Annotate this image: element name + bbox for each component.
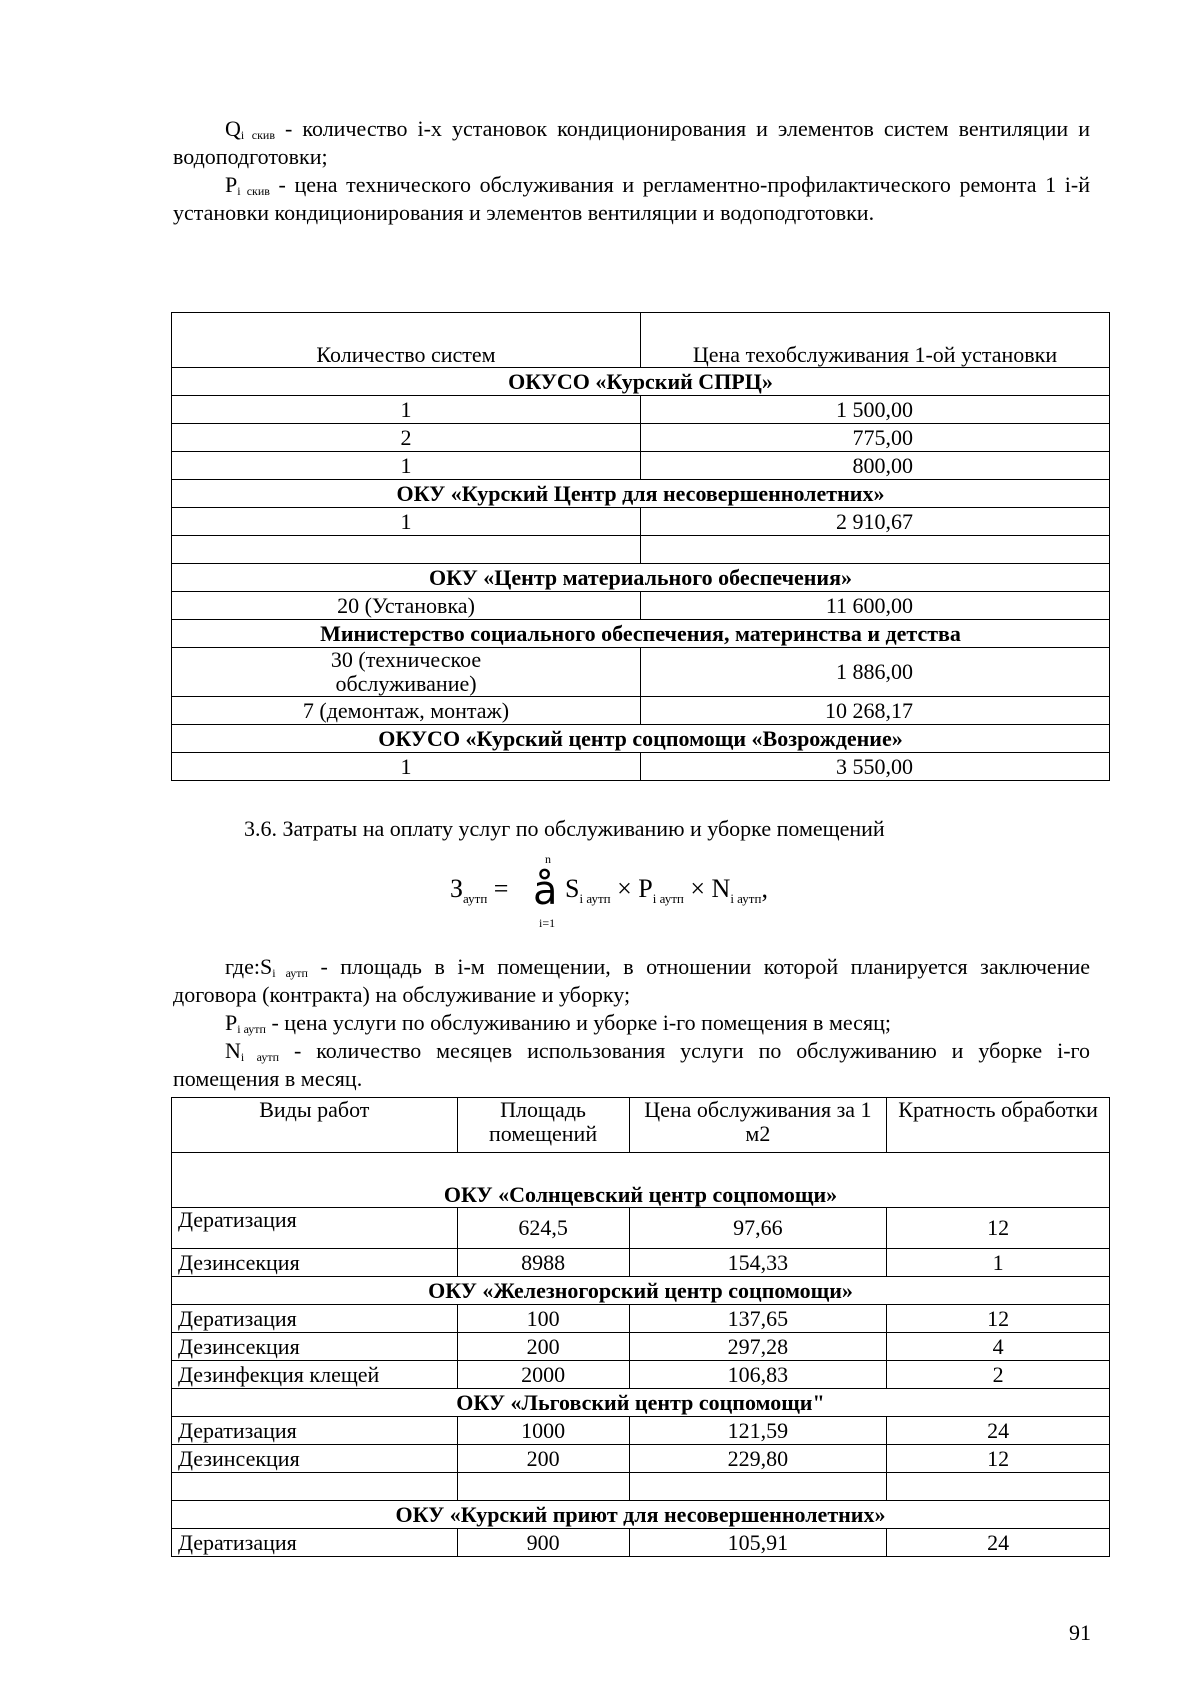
summation-icon: å [533,868,558,914]
work-type-cell: Дератизация [172,1208,458,1249]
group-row [172,1501,1110,1529]
group-title: ОКУ «Льговский центр соцпомощи" [172,1389,1110,1417]
formula-rhs: $S_{i аутп} \times P_{i аутп} \times N_{i аутп}$, [565,874,768,906]
table-row [172,536,1110,564]
table-row [172,1305,1110,1333]
formula-lower-limit: i=1 [539,916,556,930]
price-cell: 137,65 [629,1305,887,1333]
frequency-cell: 24 [887,1529,1110,1557]
cleaning-services-table [171,1097,1110,1557]
area-cell: 624,5 [457,1208,629,1249]
price-cell: 3 550,00 [641,753,1110,781]
frequency-cell [887,1473,1110,1501]
price-cell: 1 886,00 [641,648,1110,697]
table-header-row [172,1098,1110,1153]
group-title: ОКУСО «Курский СПРЦ» [172,368,1110,396]
cost-formula [450,852,870,938]
work-type-cell: Дератизация [172,1305,458,1333]
work-type-cell: Дезинсекция [172,1249,458,1277]
definition-n: $N_{i аутп}$ - количество месяцев использования услуги по обслуживанию и уборке i-го помещения в месяц. [173,1038,1091,1091]
group-row [172,368,1110,396]
price-cell: 1 500,00 [641,396,1110,424]
formula-upper-limit: n [545,852,551,866]
column-header: Количество систем [172,313,641,368]
group-title: ОКУ «Центр материального обеспечения» [172,564,1110,592]
table-row [172,508,1110,536]
group-row [172,480,1110,508]
price-cell: 154,33 [629,1249,887,1277]
group-title: ОКУСО «Курский центр соцпомощи «Возрождение» [172,725,1110,753]
table-row [172,452,1110,480]
systems-count-cell: 7 (демонтаж, монтаж) [172,697,641,725]
price-cell [629,1473,887,1501]
work-type-cell: Дезинсекция [172,1445,458,1473]
frequency-cell: 4 [887,1333,1110,1361]
column-header: Кратность обработки [887,1098,1110,1153]
area-cell: 8988 [457,1249,629,1277]
price-cell: 105,91 [629,1529,887,1557]
price-cell: 11 600,00 [641,592,1110,620]
frequency-cell: 12 [887,1305,1110,1333]
price-cell: 2 910,67 [641,508,1110,536]
frequency-cell: 2 [887,1361,1110,1389]
group-row [172,1277,1110,1305]
group-title: Министерство социального обеспечения, материнства и детства [172,620,1110,648]
systems-count-cell: 2 [172,424,641,452]
systems-count-cell: 20 (Установка) [172,592,641,620]
work-type-cell [172,1473,458,1501]
frequency-cell: 24 [887,1417,1110,1445]
table-row [172,1529,1110,1557]
table-row [172,753,1110,781]
frequency-cell: 12 [887,1445,1110,1473]
systems-count-cell: 1 [172,396,641,424]
work-type-cell: Дератизация [172,1529,458,1557]
group-row [172,1389,1110,1417]
column-header: Цена обслуживания за 1 м2 [629,1098,887,1153]
price-cell: 297,28 [629,1333,887,1361]
area-cell: 100 [457,1305,629,1333]
table-row [172,1473,1110,1501]
column-header: Цена техобслуживания 1-ой установки [641,313,1110,368]
frequency-cell: 1 [887,1249,1110,1277]
table-row [172,1445,1110,1473]
definition-s: $где:S_{i аутп}$ - площадь в i-м помещении, в отношении которой планируется заключение договора (контракта) на обслуживание и уборку; [173,954,1090,1007]
group-row [172,620,1110,648]
area-cell: 200 [457,1333,629,1361]
page-number: 91 [1069,1620,1091,1645]
intro-paragraph-p: $P_{i скив}$ - цена технического обслуживания и регламентно-профилактического ремонта 1 i-й установки кондиционирования и элементов вентиляции и водоподготовки. [173,172,1090,225]
table-row [172,697,1110,725]
intro-text [173,115,1090,227]
area-cell: 1000 [457,1417,629,1445]
price-cell: 229,80 [629,1445,887,1473]
price-cell: 800,00 [641,452,1110,480]
systems-count-cell [172,536,641,564]
intro-paragraph-q: $Q_{i скив}$ - количество i-х установок кондиционирования и элементов систем вентиляции и водоподготовки; [173,116,1090,169]
price-cell [641,536,1110,564]
column-header: Виды работ [172,1098,458,1153]
systems-count-cell: 1 [172,753,641,781]
table-row [172,1417,1110,1445]
group-title: ОКУ «Курский Центр для несовершеннолетних» [172,480,1110,508]
price-cell: 775,00 [641,424,1110,452]
area-cell: 200 [457,1445,629,1473]
table-row [172,592,1110,620]
area-cell: 2000 [457,1361,629,1389]
table-row [172,396,1110,424]
systems-count-cell: 30 (техническое обслуживание) [172,648,641,697]
column-header: Площадь помещений [457,1098,629,1153]
systems-count-cell: 1 [172,508,641,536]
table-row [172,424,1110,452]
definition-p: $P_{i аутп}$ - цена услуги по обслуживанию и уборке i-го помещения в месяц; [225,1010,891,1036]
work-type-cell: Дезинфекция клещей [172,1361,458,1389]
table-row [172,1208,1110,1249]
table-row [172,1249,1110,1277]
group-title: ОКУ «Железногорский центр соцпомощи» [172,1277,1110,1305]
formula-lhs: $З_{аутп}$ = [450,874,509,906]
work-type-cell: Дезинсекция [172,1333,458,1361]
systems-count-cell: 1 [172,452,641,480]
group-title: ОКУ «Солнцевский центр соцпомощи» [172,1153,1110,1208]
group-title: ОКУ «Курский приют для несовершеннолетних» [172,1501,1110,1529]
table-row [172,1361,1110,1389]
group-row [172,1153,1110,1208]
price-cell: 10 268,17 [641,697,1110,725]
maintenance-price-table [171,312,1110,781]
frequency-cell: 12 [887,1208,1110,1249]
table-header-row [172,313,1110,368]
table-row [172,1333,1110,1361]
price-cell: 106,83 [629,1361,887,1389]
group-row [172,725,1110,753]
work-type-cell: Дератизация [172,1417,458,1445]
definitions [173,953,1090,1093]
area-cell: 900 [457,1529,629,1557]
area-cell [457,1473,629,1501]
price-cell: 97,66 [629,1208,887,1249]
section-heading: 3.6. Затраты на оплату услуг по обслуживанию и уборке помещений [244,816,885,841]
table-row [172,648,1110,697]
price-cell: 121,59 [629,1417,887,1445]
group-row [172,564,1110,592]
